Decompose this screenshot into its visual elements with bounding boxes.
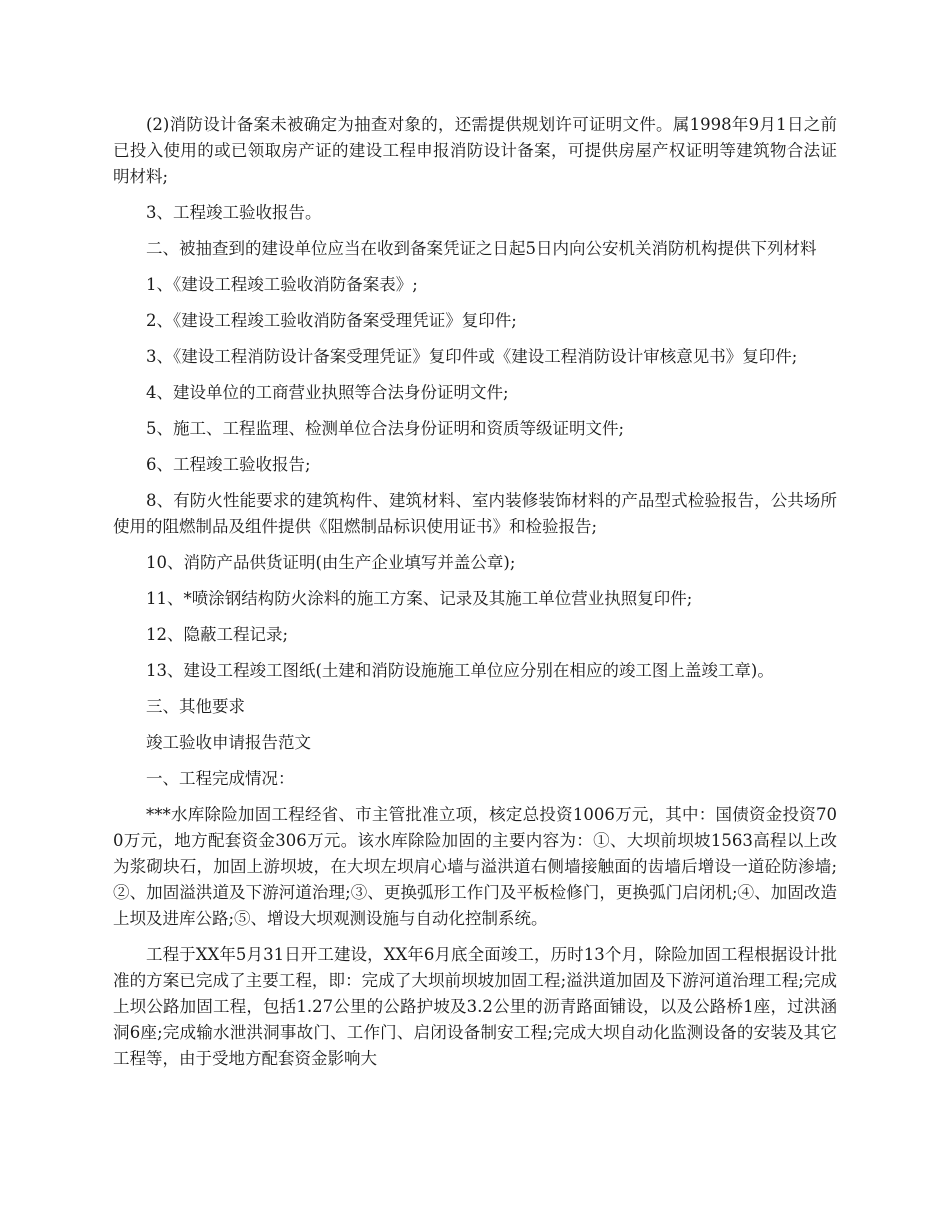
paragraph-14: 13、建设工程竣工图纸(土建和消防设施施工单位应分别在相应的竣工图上盖竣工章)。 (146, 661, 774, 680)
section-heading-report: 竣工验收申请报告范文 (146, 733, 311, 752)
section-heading-completion: 一、工程完成情况： (146, 769, 295, 788)
paragraph-9: 6、工程竣工验收报告; (146, 455, 311, 474)
paragraph-12: 11、*喷涂钢结构防火涂料的施工方案、记录及其施工单位营业执照复印件; (146, 589, 693, 608)
paragraph-project-progress: 工程于XX年5月31日开工建设，XX年6月底全面竣工，历时13个月，除险加固工程根据设计批准的方案已完成了主要工程，即：完成了大坝前坝坡加固工程;溢洪道加固及下游河道治理工程;完成上坝公路加固工程，包括1.27公里的公路护坡及3.2公里的沥青路面铺设，以及公路桥1座，过洪涵洞6座;完成输水泄洪洞事故门、工作门、启闭设备制安工程;完成大坝自动化监测设备的安装及其它工程等，由于受地方配套资金影响大 (113, 945, 837, 1068)
paragraph-1: (2)消防设计备案未被确定为抽查对象的，还需提供规划许可证明文件。属1998年9月1日之前已投入使用的或已领取房产证的建设工程申报消防设计备案，可提供房屋产权证明等建筑物合法证明材料; (113, 115, 837, 186)
paragraph-6: 3、《建设工程消防设计备案受理凭证》复印件或《建设工程消防设计审核意见书》复印件; (146, 347, 798, 366)
paragraph-4: 1、《建设工程竣工验收消防备案表》; (146, 275, 418, 294)
section-heading-other: 三、其他要求 (146, 697, 245, 716)
paragraph-10: 8、有防火性能要求的建筑构件、建筑材料、室内装修装饰材料的产品型式检验报告，公共场所使用的阻燃制品及组件提供《阻燃制品标识使用证书》和检验报告; (113, 491, 837, 536)
paragraph-7: 4、建设单位的工商营业执照等合法身份证明文件; (146, 383, 509, 402)
paragraph-5: 2、《建设工程竣工验收消防备案受理凭证》复印件; (146, 311, 517, 330)
paragraph-3: 二、被抽查到的建设单位应当在收到备案凭证之日起5日内向公安机关消防机构提供下列材料 (146, 239, 817, 258)
paragraph-8: 5、施工、工程监理、检测单位合法身份证明和资质等级证明文件; (146, 419, 625, 438)
paragraph-11: 10、消防产品供货证明(由生产企业填写并盖公章); (146, 553, 516, 572)
paragraph-project-overview: ***水库除险加固工程经省、市主管批准立项，核定总投资1006万元，其中：国债资金投资700万元，地方配套资金306万元。该水库除险加固的主要内容为：①、大坝前坝坡1563高程以上改为浆砌块石，加固上游坝坡，在大坝左坝肩心墙与溢洪道右侧墙接触面的齿墙后增设一道砼防渗墙;②、加固溢洪道及下游河道治理;③、更换弧形工作门及平板检修门，更换弧门启闭机;④、加固改造上坝及进库公路;⑤、增设大坝观测设施与自动化控制系统。 (113, 805, 837, 928)
paragraph-2: 3、工程竣工验收报告。 (146, 203, 322, 222)
paragraph-13: 12、隐蔽工程记录; (146, 625, 289, 644)
document-page (113, 112, 837, 1082)
